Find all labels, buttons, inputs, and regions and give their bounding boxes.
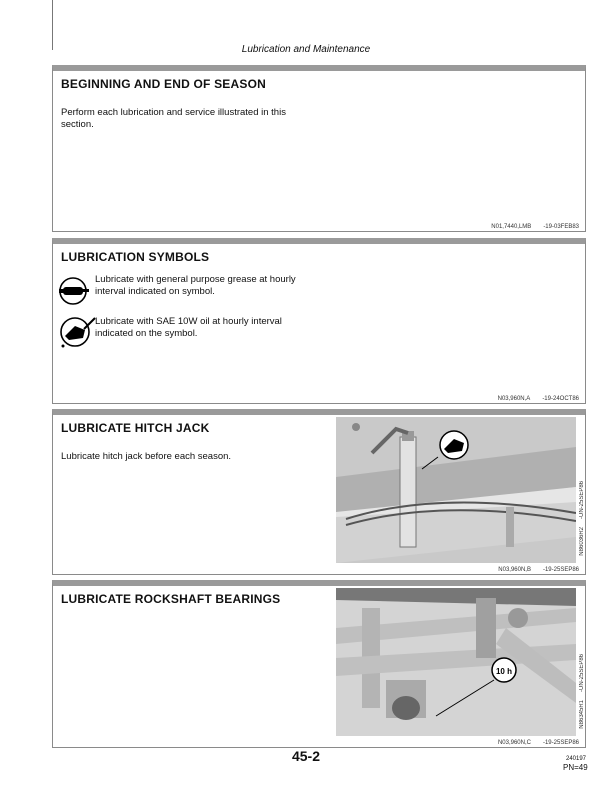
section-rockshaft-bearings (52, 580, 586, 748)
hitch-jack-photo (336, 417, 576, 563)
reference-code: N03,960N,A -19-24OCT86 (497, 396, 579, 402)
footer-pn: PN=49 (563, 763, 588, 772)
reference-code: N03,960N,C -19-25SEP86 (497, 740, 579, 746)
callout-label: 10 h (495, 667, 513, 676)
photo-date: -UN-25SEP86 (579, 481, 585, 520)
section-hitch-jack (52, 409, 586, 575)
section-lubrication-symbols (52, 238, 586, 404)
section-text: Perform each lubrication and service illustrated in this section. (61, 107, 286, 130)
photo-code: N86345R1 (579, 700, 585, 729)
oil-can-icon (57, 314, 97, 350)
grease-instruction: Lubricate with general purpose grease at hourly interval indicated on symbol. (95, 274, 296, 297)
page-header: Lubrication and Maintenance (241, 44, 371, 55)
footer-code: 240197 (566, 756, 587, 762)
margin-rule (52, 0, 53, 50)
photo-date: -UN-25SEP86 (579, 654, 585, 693)
section-title: LUBRICATE ROCKSHAFT BEARINGS (61, 592, 281, 606)
reference-code: N01,7440,LMB -19-03FEB83 (491, 224, 579, 230)
grease-gun-icon (57, 276, 91, 306)
reference-code: N03,960N,B -19-25SEP86 (498, 567, 579, 573)
section-title: BEGINNING AND END OF SEASON (61, 77, 266, 91)
page-number: 45-2 (291, 748, 321, 764)
section-title: LUBRICATION SYMBOLS (61, 250, 210, 264)
section-text: Lubricate hitch jack before each season. (61, 451, 232, 462)
oil-instruction: Lubricate with SAE 10W oil at hourly interval indicated on the symbol. (95, 316, 282, 339)
section-title: LUBRICATE HITCH JACK (61, 421, 210, 435)
photo-code: N86036R2 (579, 527, 585, 556)
section-beginning-end-season (52, 65, 586, 232)
rockshaft-photo (336, 588, 576, 736)
